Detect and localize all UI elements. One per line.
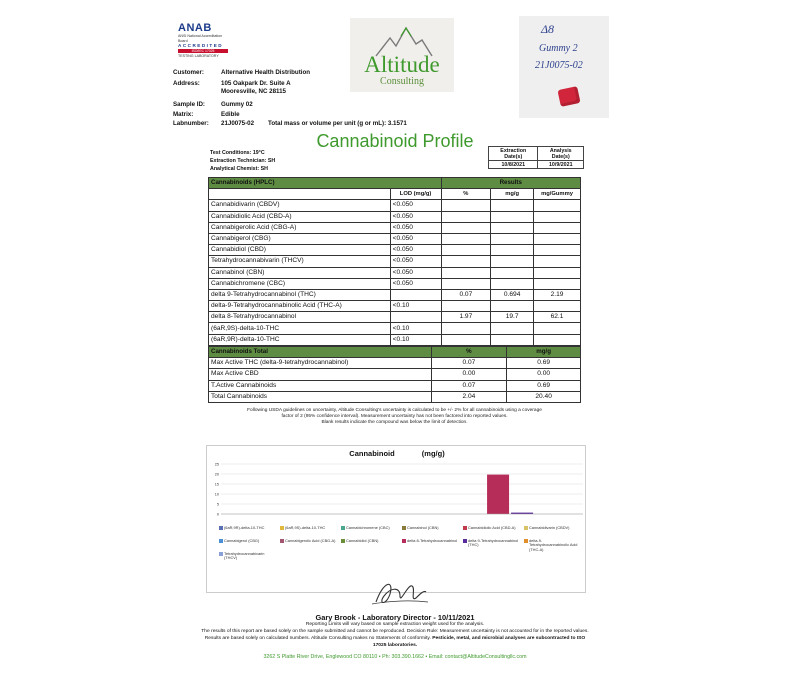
- cell-pct: 0.07: [441, 289, 491, 300]
- address-line1: 105 Oakpark Dr. Suite A: [221, 80, 291, 87]
- cell-total-name: Max Active THC (delta-9-tetrahydrocannabinol): [209, 358, 432, 369]
- table-row: [209, 323, 581, 334]
- cell-total-name: T.Active Cannabinoids: [209, 380, 432, 391]
- legend-swatch: [463, 539, 467, 543]
- cell-compound: Cannabigerol (CBG): [209, 233, 391, 244]
- cannabinoid-results-table: [208, 177, 581, 346]
- table-row: [209, 358, 581, 369]
- legend-label: Cannabigerol (CBG): [224, 538, 260, 543]
- legend-swatch: [524, 539, 528, 543]
- table-row: [209, 369, 581, 380]
- table-row: [209, 256, 581, 267]
- cell-mgg: [491, 278, 534, 289]
- legend-label: Cannabigerolic Acid (CBG-A): [285, 538, 336, 543]
- col-mgg: mg/g: [491, 189, 534, 200]
- cell-mggummy: [534, 245, 581, 256]
- legend-item: [463, 539, 520, 548]
- table-row: [209, 200, 581, 211]
- cell-mgg: [491, 200, 534, 211]
- altitude-logo-sub: Consulting: [380, 76, 424, 87]
- cell-mgg: [491, 334, 534, 345]
- cell-total-mgg: 0.69: [507, 358, 581, 369]
- altitude-consulting-logo: [350, 18, 454, 92]
- table-row: [209, 267, 581, 278]
- cell-compound: delta-9-Tetrahydrocannabinolic Acid (THC-A): [209, 301, 391, 312]
- footer-line2: The results of this report are based solely on the sample submitted and cannot be reproduced. Decision Rule: Measurement uncertainty is not accounted for in the reported values.: [201, 629, 589, 634]
- cell-lod: <0.10: [390, 323, 441, 334]
- results-header-left: Cannabinoids (HPLC): [209, 178, 442, 189]
- cell-lod: <0.050: [390, 267, 441, 278]
- y-tick-label: 20: [214, 472, 219, 477]
- cell-mgg: [491, 267, 534, 278]
- cell-mgg: [491, 245, 534, 256]
- table-row: [209, 380, 581, 391]
- cell-mggummy: [534, 301, 581, 312]
- cell-mgg: [491, 233, 534, 244]
- extraction-technician: Extraction Technician: SH: [210, 158, 276, 164]
- legend-label: delta 8-Tetrahydrocannabinol: [407, 538, 458, 543]
- extraction-date: 10/8/2021: [489, 161, 538, 169]
- cell-mggummy: [534, 278, 581, 289]
- table-row: [209, 278, 581, 289]
- cell-lod: <0.050: [390, 278, 441, 289]
- analysis-date-header: Analysis Date(s): [538, 147, 584, 161]
- cell-mggummy: [534, 233, 581, 244]
- cell-compound: Cannabidivarin (CBDV): [209, 200, 391, 211]
- legend-label: Cannabinol (CBN): [407, 525, 439, 530]
- legend-item: [341, 539, 378, 543]
- cell-mggummy: [534, 200, 581, 211]
- legend-label: Tetrahydrocannabivarin (THCV): [224, 551, 265, 561]
- col-mggummy: mg/Gummy: [534, 189, 581, 200]
- laboratory-director: Gary Brook - Laboratory Director - 10/11/2021: [315, 613, 475, 622]
- cell-mggummy: 2.19: [534, 289, 581, 300]
- y-tick-label: 15: [214, 482, 219, 487]
- matrix-label: Matrix:: [173, 111, 194, 118]
- totals-col-mgg: mg/g: [507, 347, 581, 358]
- cell-total-mgg: 0.00: [507, 369, 581, 380]
- address-label: Address:: [173, 80, 200, 87]
- footer-line1: Reporting Limits will vary based on sample extraction weight used for the analysis.: [305, 622, 485, 627]
- test-conditions: Test Conditions: 19°C: [210, 150, 265, 156]
- cell-mgg: [491, 256, 534, 267]
- cell-pct: [441, 200, 491, 211]
- table-row: [209, 245, 581, 256]
- table-row: [209, 391, 581, 402]
- cell-lod: <0.050: [390, 222, 441, 233]
- cell-mggummy: [534, 256, 581, 267]
- table-row: [209, 312, 581, 323]
- cell-mgg: [491, 301, 534, 312]
- cell-mggummy: [534, 211, 581, 222]
- cell-mggummy: [534, 267, 581, 278]
- cell-compound: Cannabidiolic Acid (CBD-A): [209, 211, 391, 222]
- cell-compound: delta 8-Tetrahydrocannabinol: [209, 312, 391, 323]
- legend-label: delta-9-Tetrahydrocannabinolic Acid (THC-A): [529, 538, 578, 552]
- cell-pct: [441, 222, 491, 233]
- y-tick-label: 25: [214, 462, 219, 467]
- legend-item: [402, 539, 457, 543]
- cell-pct: [441, 278, 491, 289]
- legend-label: Cannabidiol (CBN): [346, 538, 379, 543]
- cell-mggummy: [534, 323, 581, 334]
- results-header-blank: [209, 189, 391, 200]
- chart-unit-label: (mg/g): [421, 449, 445, 458]
- legend-label: (6aR,9S)-delta-10-THC: [285, 525, 326, 530]
- cell-total-mgg: 20.40: [507, 391, 581, 402]
- address-line2: Mooresville, NC 28115: [221, 88, 287, 95]
- table-row: [209, 222, 581, 233]
- director-signature: [370, 576, 430, 610]
- customer-label: Customer:: [173, 69, 204, 76]
- cell-mgg: [491, 211, 534, 222]
- matrix-value: Edible: [221, 111, 240, 118]
- anab-lab: TESTING LABORATORY: [178, 54, 219, 58]
- legend-swatch: [341, 539, 345, 543]
- cell-total-name: Max Active CBD: [209, 369, 432, 380]
- legend-item: [219, 526, 264, 530]
- cell-pct: 1.97: [441, 312, 491, 323]
- cell-mggummy: [534, 334, 581, 345]
- anab-logo: [178, 22, 228, 62]
- table-row: [209, 289, 581, 300]
- legend-label: Cannabidivarin (CBDV): [529, 525, 570, 530]
- sample-id-value: Gummy 02: [221, 101, 253, 108]
- cell-pct: [441, 233, 491, 244]
- legend-item: [524, 526, 569, 530]
- cell-compound: Cannabichromene (CBC): [209, 278, 391, 289]
- cell-pct: [441, 323, 491, 334]
- chart-title-text: Cannabinoid: [349, 449, 395, 458]
- note-line3: Blank results indicate the compound was below the limit of detection.: [321, 420, 468, 425]
- cell-total-name: Total Cannabinoids: [209, 391, 432, 402]
- legend-item: [341, 526, 390, 530]
- footer-line3a: Results are based solely on calculated numbers. Altitude Consulting makes no Statements of conformity.: [204, 636, 431, 641]
- anab-logo-line: ANSI National Accreditation Board: [178, 34, 223, 43]
- cell-total-pct: 0.00: [431, 369, 507, 380]
- cannabinoid-totals-table: [208, 346, 581, 403]
- cannabinoid-chart: [206, 445, 586, 593]
- cell-total-pct: 0.07: [431, 358, 507, 369]
- altitude-logo-word: Altitude: [364, 52, 440, 77]
- legend-swatch: [463, 526, 467, 530]
- totals-col-pct: %: [431, 347, 507, 358]
- legend-swatch: [219, 552, 223, 556]
- cell-compound: Tetrahydrocannabivarin (THCV): [209, 256, 391, 267]
- extraction-date-header: Extraction Date(s): [489, 147, 538, 161]
- cell-lod: <0.050: [390, 256, 441, 267]
- cell-mgg: [491, 222, 534, 233]
- table-row: [209, 233, 581, 244]
- legend-label: Cannabichromene (CBC): [346, 525, 390, 530]
- cell-total-mgg: 0.69: [507, 380, 581, 391]
- legend-swatch: [341, 526, 345, 530]
- sample-label-line1: Δ8: [541, 22, 555, 36]
- cell-compound: Cannabinol (CBN): [209, 267, 391, 278]
- note-line2: factor of 2 (95% confidence interval). Measurement uncertainty has not been factored into reported values.: [281, 414, 508, 419]
- cell-lod: <0.050: [390, 245, 441, 256]
- cell-pct: [441, 267, 491, 278]
- legend-item: [524, 539, 581, 552]
- customer-value: Alternative Health Distribution: [221, 69, 311, 76]
- cell-lod: <0.050: [390, 211, 441, 222]
- legend-swatch: [280, 526, 284, 530]
- cell-lod: <0.050: [390, 233, 441, 244]
- footer-line3: [120, 636, 670, 642]
- col-lod: LOD (mg/g): [390, 189, 441, 200]
- labnumber-label: Labnumber:: [173, 120, 209, 127]
- col-pct: %: [441, 189, 491, 200]
- cell-mggummy: [534, 222, 581, 233]
- chart-bar: [487, 475, 509, 514]
- cell-compound: Cannabigerolic Acid (CBG-A): [209, 222, 391, 233]
- sample-label-line2: Gummy 2: [539, 43, 578, 54]
- cell-lod: [390, 312, 441, 323]
- legend-label: (6aR,9R)-delta-10-THC: [224, 525, 265, 530]
- legend-label: delta 9-Tetrahydrocannabinol (THC): [468, 538, 519, 548]
- footer-line4: 17025 laboratories.: [372, 643, 418, 648]
- cell-mgg: 0.694: [491, 289, 534, 300]
- cell-mggummy: 62.1: [534, 312, 581, 323]
- legend-swatch: [402, 539, 406, 543]
- legend-item: [280, 526, 325, 530]
- cell-pct: [441, 245, 491, 256]
- sample-photo: [519, 16, 609, 118]
- sample-id-label: Sample ID:: [173, 101, 205, 108]
- cell-total-pct: 2.04: [431, 391, 507, 402]
- labnumber-value: 21J0075-02: [221, 120, 255, 127]
- chart-plot: [207, 446, 587, 594]
- footer-address: 3262 S Platte River Drive, Englewood CO 80110 • Ph: 303.390.1662 • Email: contact@AltitudeConsultingllc.com: [263, 654, 527, 660]
- cell-pct: [441, 301, 491, 312]
- results-header-right: Results: [441, 178, 581, 189]
- table-row: [209, 334, 581, 345]
- footer-line3b: Pesticide, metal, and microbial analyses are subcontracted to ISO: [432, 636, 586, 641]
- cell-compound: delta 9-Tetrahydrocannabinol (THC): [209, 289, 391, 300]
- legend-item: [463, 526, 516, 530]
- cell-compound: (6aR,9S)-delta-10-THC: [209, 323, 391, 334]
- gummy-sample-image: [557, 86, 580, 107]
- cell-mgg: [491, 323, 534, 334]
- legend-item: [402, 526, 439, 530]
- legend-swatch: [219, 539, 223, 543]
- anab-logo-title: ANAB: [178, 22, 212, 34]
- legend-swatch: [280, 539, 284, 543]
- legend-item: [219, 552, 276, 561]
- anab-badge: ISO/IEC 17025: [178, 49, 228, 53]
- y-tick-label: 5: [216, 502, 219, 507]
- legend-label: Cannabidiolic Acid (CBD-A): [468, 525, 516, 530]
- cell-total-pct: 0.07: [431, 380, 507, 391]
- legend-swatch: [402, 526, 406, 530]
- page-title: Cannabinoid Profile: [316, 131, 474, 151]
- y-tick-label: 10: [214, 492, 219, 497]
- legend-item: [280, 539, 335, 543]
- dates-table: [488, 146, 584, 169]
- cell-mgg: 19.7: [491, 312, 534, 323]
- cell-lod: <0.10: [390, 301, 441, 312]
- mass-text: Total mass or volume per unit (g or mL): 3.1571: [268, 120, 407, 127]
- uncertainty-notes: [208, 408, 581, 426]
- cell-compound: (6aR,9R)-delta-10-THC: [209, 334, 391, 345]
- note-line1: Following USDA guidelines on uncertainty, Altitude Consulting's uncertainty is calculated to be +/- 2% for all cannabinoids using a coverage: [247, 408, 542, 413]
- table-row: [209, 301, 581, 312]
- cell-pct: [441, 211, 491, 222]
- legend-swatch: [524, 526, 528, 530]
- cell-lod: <0.050: [390, 200, 441, 211]
- anab-accredited: ACCREDITED: [178, 43, 224, 48]
- cell-compound: Cannabidiol (CBD): [209, 245, 391, 256]
- legend-item: [219, 539, 259, 543]
- y-tick-label: 0: [216, 512, 219, 517]
- cell-pct: [441, 256, 491, 267]
- cell-lod: <0.10: [390, 334, 441, 345]
- cell-pct: [441, 334, 491, 345]
- legend-swatch: [219, 526, 223, 530]
- table-row: [209, 211, 581, 222]
- totals-header-left: Cannabinoids Total: [209, 347, 432, 358]
- analytical-chemist: Analytical Chemist: SH: [210, 166, 268, 172]
- analysis-date: 10/9/2021: [538, 161, 584, 169]
- cell-lod: [390, 289, 441, 300]
- sample-label-line3: 21J0075-02: [535, 60, 583, 71]
